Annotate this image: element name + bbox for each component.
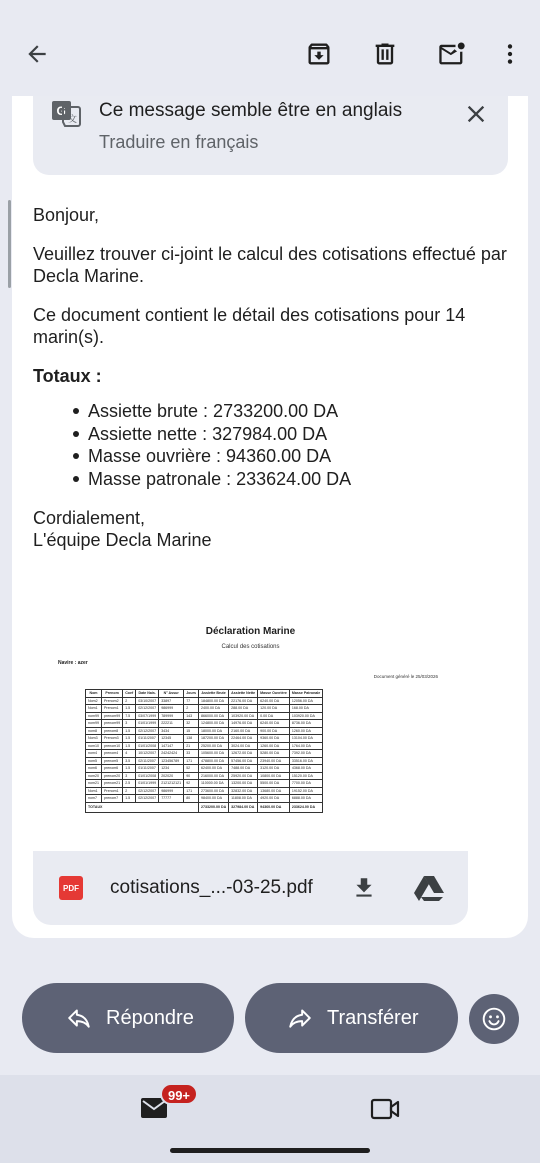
pdf-table-cell: 0.00 DA [258, 712, 290, 720]
total-item: Masse ouvrière : 94360.00 DA [73, 445, 513, 468]
reply-button[interactable] [22, 983, 234, 1053]
forward-label: Transférer [327, 1006, 419, 1029]
pdf-table-cell: prenom10 [102, 742, 123, 750]
pdf-table-cell: 1234 [159, 765, 184, 773]
pdf-table-cell: nom4 [86, 750, 102, 758]
pdf-navire: Navire : azer [58, 660, 88, 666]
pdf-title: Déclaration Marine [205, 626, 296, 637]
pdf-table-cell: 6240.00 DA [258, 697, 290, 705]
pdf-table-cell: 216000.00 DA [198, 772, 228, 780]
pdf-table-cell: 1.5 [123, 727, 136, 735]
pdf-table-cell: prenom7 [102, 795, 123, 803]
pdf-table-cell: 22176.00 DA [229, 697, 258, 705]
pdf-table-cell: 222211 [159, 720, 184, 728]
pdf-table-cell: 15120.00 DA [289, 772, 322, 780]
pdf-table-cell: 202020 [159, 772, 184, 780]
pdf-table-cell: nom5 [86, 757, 102, 765]
reply-icon [66, 1005, 92, 1031]
pdf-table-header: N° Assur [159, 690, 184, 698]
pdf-table-cell: 2160.00 DA [229, 727, 258, 735]
pdf-subtitle: Calcul des cotisations [221, 644, 280, 650]
pdf-table-cell: 32 [184, 720, 199, 728]
pdf-table-cell: 21 [184, 742, 199, 750]
pdf-table-cell: 2121212121 [159, 780, 184, 788]
delete-button[interactable] [365, 34, 405, 74]
pdf-table-cell: Prenom1 [102, 705, 123, 713]
pdf-table-cell: prenom99 [102, 720, 123, 728]
pdf-table-cell: 478800.00 DA [198, 757, 228, 765]
pdf-table-cell: 187200.00 DA [198, 735, 228, 743]
email-body [33, 204, 513, 568]
pdf-table-cell: 8736.00 DA [289, 720, 322, 728]
pdf-table-cell: Nom2 [86, 697, 102, 705]
video-camera-icon [370, 1096, 400, 1122]
translate-banner [33, 96, 508, 175]
pdf-table-row [86, 727, 323, 735]
pdf-table-cell: 02/11/2007 [136, 757, 159, 765]
pdf-table-cell: 10800.00 DA [258, 772, 290, 780]
archive-button[interactable] [299, 34, 339, 74]
pdf-table-cell: 1.5 [123, 742, 136, 750]
totals-heading: Totaux : [33, 366, 102, 386]
pdf-attachment[interactable] [33, 604, 468, 925]
pdf-table-cell: 124800.00 DA [198, 720, 228, 728]
pdf-table-cell: Nom1 [86, 787, 102, 795]
pdf-table-cell: nom10 [86, 742, 102, 750]
pdf-table-cell: 25920.00 DA [229, 772, 258, 780]
pdf-table-cell: prenom5 [102, 757, 123, 765]
unread-count-badge: 99+ [160, 1083, 198, 1105]
pdf-table-header: Nom [86, 690, 102, 698]
pdf-table-cell: 23940.00 DA [258, 757, 290, 765]
arrow-left-icon [24, 41, 50, 67]
pdf-table-cell: nom7 [86, 795, 102, 803]
attachment-filename: cotisations_...-03-25.pdf [110, 877, 313, 898]
pdf-table-cell: 1.5 [123, 705, 136, 713]
pdf-table-cell: 77777 [159, 795, 184, 803]
pdf-table-cell: 02/12/2007 [136, 795, 159, 803]
pdf-table-cell: 25200.00 DA [198, 742, 228, 750]
pdf-table-cell: 123456789 [159, 757, 184, 765]
pdf-table-cell: 24242424 [159, 750, 184, 758]
translate-message: Ce message semble être en anglais [99, 100, 403, 121]
close-banner-button[interactable] [462, 100, 490, 128]
forward-icon [287, 1005, 313, 1031]
pdf-table-cell: 1.5 [123, 765, 136, 773]
pdf-table-cell: 3 [123, 772, 136, 780]
pdf-table-cell: 14976.00 DA [229, 720, 258, 728]
pdf-table-cell: nom99 [86, 712, 102, 720]
pdf-table-cell: 80 [184, 795, 199, 803]
pdf-table-cell: 33516.00 DA [289, 757, 322, 765]
attachment-bar [33, 851, 468, 925]
pdf-table-cell: nom8 [86, 727, 102, 735]
body-paragraph-2: Ce document contient le détail des cotisations pour 14 marin(s). [33, 305, 466, 347]
pdf-table-cell: 2 [123, 697, 136, 705]
pdf-table-cell: 2400.00 DA [198, 705, 228, 713]
pdf-table-cell: 5280.00 DA [258, 750, 290, 758]
pdf-table-cell: 7488.00 DA [229, 765, 258, 773]
pdf-table-row [86, 757, 323, 765]
pdf-table [85, 689, 323, 813]
pdf-table-cell: 4 [123, 750, 136, 758]
pdf-table-total-cell: 94360.00 DA [258, 802, 290, 812]
pdf-table-cell: nom6 [86, 765, 102, 773]
pdf-table-row [86, 787, 323, 795]
pdf-table-cell: 2 [123, 787, 136, 795]
pdf-table-header: Jours [184, 690, 199, 698]
pdf-table-cell: 4368.00 DA [289, 765, 322, 773]
pdf-table-cell: 168.00 DA [289, 705, 322, 713]
pdf-table-total-label: TOTAUX [86, 802, 199, 812]
translate-link[interactable]: Traduire en français [99, 132, 259, 152]
pdf-table-cell: 01/11/2007 [136, 765, 159, 773]
total-item: Assiette nette : 327984.00 DA [73, 423, 513, 446]
mark-unread-icon [437, 40, 467, 68]
pdf-table-cell: 01/01/2008 [136, 742, 159, 750]
pdf-table-cell: 62400.00 DA [198, 765, 228, 773]
trash-icon [371, 40, 399, 68]
save-to-drive-button[interactable] [414, 875, 444, 906]
pdf-table-cell: 3.5 [123, 757, 136, 765]
pdf-table-cell: 9360.00 DA [258, 735, 290, 743]
download-button[interactable] [351, 875, 377, 906]
pdf-table-cell: 866000.00 DA [198, 712, 228, 720]
pdf-table-cell: 120.00 DA [258, 705, 290, 713]
pdf-table-cell: prenom21 [102, 780, 123, 788]
pdf-table-cell: 13104.00 DA [289, 735, 322, 743]
archive-icon [305, 40, 333, 68]
emoji-reaction-button[interactable] [469, 994, 519, 1044]
pdf-table-total-cell: 233624.00 DA [289, 802, 322, 812]
pdf-table-row [86, 795, 323, 803]
pdf-table-row [86, 735, 323, 743]
pdf-table-cell: Prenom2 [102, 697, 123, 705]
totals-list [33, 400, 513, 490]
pdf-table-header: Prenom [102, 690, 123, 698]
drive-icon [414, 875, 444, 901]
close-icon [462, 100, 490, 128]
pdf-table-cell: 33 [184, 750, 199, 758]
pdf-table-cell: 02/12/2007 [136, 727, 159, 735]
pdf-table-cell: 986999 [159, 705, 184, 713]
pdf-table-cell: 4920.00 DA [258, 795, 290, 803]
pdf-table-cell: 143 [184, 712, 199, 720]
pdf-table-cell: 12672.00 DA [229, 750, 258, 758]
pdf-table-cell: 10/12/2007 [136, 750, 159, 758]
pdf-table-cell: 147147 [159, 742, 184, 750]
pdf-table-cell: 1260.00 DA [258, 742, 290, 750]
pdf-table-cell: 18000.00 DA [198, 727, 228, 735]
pdf-table-cell: 3120.00 DA [258, 765, 290, 773]
signature: L'équipe Decla Marine [33, 530, 212, 550]
pdf-table-row [86, 750, 323, 758]
pdf-table-cell: prenom4 [102, 750, 123, 758]
pdf-table-cell: 900.00 DA [258, 727, 290, 735]
pdf-table-cell: 13680.00 DA [258, 787, 290, 795]
pdf-table-cell: 288.00 DA [229, 705, 258, 713]
pdf-table-cell: 01/01/1999 [136, 720, 159, 728]
pdf-table-cell: 92 [184, 780, 199, 788]
pdf-table-header: Assiette Brute [198, 690, 228, 698]
pdf-table-row [86, 712, 323, 720]
pdf-table-cell: 1.5 [123, 735, 136, 743]
pdf-table-cell: 03/07/1999 [136, 712, 159, 720]
pdf-table-cell: Prenom3 [102, 735, 123, 743]
pdf-table-cell: 12345 [159, 735, 184, 743]
pdf-generated: Document généré le 25/03/2026 [373, 674, 438, 679]
forward-button[interactable] [245, 983, 458, 1053]
pdf-table-cell: 15 [184, 727, 199, 735]
pdf-table-cell: prenom6 [102, 765, 123, 773]
pdf-table-cell: Prenom1 [102, 787, 123, 795]
pdf-preview [33, 604, 468, 851]
more-vert-icon [497, 41, 523, 67]
bottom-navigation [0, 1075, 540, 1163]
pdf-table-cell: nom21 [86, 780, 102, 788]
pdf-table-cell: 13200.00 DA [229, 780, 258, 788]
pdf-table-cell: 01/01/2008 [136, 772, 159, 780]
back-button[interactable] [17, 34, 57, 74]
pdf-table-cell: 171 [184, 787, 199, 795]
pdf-table-cell: 7.5 [123, 712, 136, 720]
pdf-table-cell: 32832.00 DA [229, 787, 258, 795]
pdf-table-header: Coef [123, 690, 136, 698]
pdf-table-row [86, 720, 323, 728]
pdf-table-cell: prenom8 [102, 727, 123, 735]
pdf-table-cell: 2.5 [123, 780, 136, 788]
pdf-table-cell: 3024.00 DA [229, 742, 258, 750]
pdf-table-cell: 6888.00 DA [289, 795, 322, 803]
pdf-table-cell: 103920.00 DA [289, 712, 322, 720]
pdf-table-cell: 19152.00 DA [289, 787, 322, 795]
pdf-table-cell: 5500.00 DA [258, 780, 290, 788]
mark-unread-button[interactable] [432, 34, 472, 74]
closing: Cordialement, [33, 508, 146, 528]
pdf-table-header: Masse Ouvrière [258, 690, 290, 698]
pdf-table-row [86, 765, 323, 773]
meet-tab[interactable] [370, 1096, 400, 1127]
pdf-icon: PDF [59, 876, 83, 900]
pdf-table-cell: 105600.00 DA [198, 750, 228, 758]
pdf-table-cell: 7392.00 DA [289, 750, 322, 758]
download-icon [351, 875, 377, 901]
pdf-table-cell: 01/11/2007 [136, 735, 159, 743]
pdf-table-cell: 98400.00 DA [198, 795, 228, 803]
pdf-table-cell: Nom1 [86, 705, 102, 713]
pdf-table-cell: prenom99 [102, 712, 123, 720]
more-options-button[interactable] [490, 34, 530, 74]
pdf-table-cell: 789999 [159, 712, 184, 720]
pdf-table-cell: 103920.00 DA [229, 712, 258, 720]
pdf-table-cell: 273600.00 DA [198, 787, 228, 795]
pdf-table-cell: 33897 [159, 697, 184, 705]
pdf-table-cell: 3 [123, 720, 136, 728]
pdf-table-cell: 01/01/1999 [136, 780, 159, 788]
pdf-table-header: Assiette Nette [229, 690, 258, 698]
total-item: Assiette brute : 2733200.00 DA [73, 400, 513, 423]
pdf-table-row [86, 742, 323, 750]
pdf-table-row [86, 697, 323, 705]
pdf-table-row [86, 772, 323, 780]
reply-label: Répondre [106, 1006, 194, 1029]
pdf-table-header: Masse Patronale [289, 690, 322, 698]
pdf-table-cell: 1.5 [123, 795, 136, 803]
total-item: Masse patronale : 233624.00 DA [73, 468, 513, 491]
pdf-table-total-cell: 2733200.00 DA [198, 802, 228, 812]
pdf-table-cell: 110000.00 DA [198, 780, 228, 788]
pdf-table-cell: 171 [184, 757, 199, 765]
pdf-table-cell: 90 [184, 772, 199, 780]
body-paragraph-1: Veuillez trouver ci-joint le calcul des cotisations effectué par Decla Marine. [33, 244, 507, 286]
pdf-table-cell: 02/12/2007 [136, 787, 159, 795]
pdf-table-cell: 2 [184, 705, 199, 713]
pdf-table-cell: 3434 [159, 727, 184, 735]
pdf-table-cell: 7700.00 DA [289, 780, 322, 788]
pdf-table-total-row [86, 802, 323, 812]
pdf-table-cell: 52 [184, 765, 199, 773]
pdf-table-row [86, 780, 323, 788]
action-bar [0, 983, 540, 1053]
svg-text:文: 文 [68, 114, 78, 124]
pdf-table-cell: 02/12/2007 [136, 705, 159, 713]
pdf-table-cell: nom99 [86, 720, 102, 728]
pdf-table-cell: 77 [184, 697, 199, 705]
pdf-table-cell: 12056.00 DA [289, 697, 322, 705]
pdf-table-cell: 138 [184, 735, 199, 743]
pdf-table-cell: 22464.00 DA [229, 735, 258, 743]
scrollbar[interactable] [8, 200, 11, 288]
pdf-table-total-cell: 327984.00 DA [229, 802, 258, 812]
pdf-table-cell: 57456.00 DA [229, 757, 258, 765]
pdf-table-cell: nom20 [86, 772, 102, 780]
pdf-table-cell: 1260.00 DA [289, 727, 322, 735]
svg-text:G: G [56, 104, 66, 118]
pdf-table-cell: 6240.00 DA [258, 720, 290, 728]
pdf-table-cell: 986999 [159, 787, 184, 795]
smiley-icon [481, 1006, 507, 1032]
top-toolbar [0, 0, 540, 100]
pdf-table-cell: prenom20 [102, 772, 123, 780]
greeting: Bonjour, [33, 205, 100, 225]
pdf-table-cell: Nom3 [86, 735, 102, 743]
pdf-table-cell: 11808.00 DA [229, 795, 258, 803]
pdf-table-cell: 03/10/2007 [136, 697, 159, 705]
pdf-table-row [86, 705, 323, 713]
home-indicator[interactable] [170, 1148, 370, 1153]
pdf-table-cell: 1764.00 DA [289, 742, 322, 750]
pdf-table-header: Date Nais. [136, 690, 159, 698]
pdf-table-cell: 184800.00 DA [198, 697, 228, 705]
translate-icon [51, 98, 81, 133]
